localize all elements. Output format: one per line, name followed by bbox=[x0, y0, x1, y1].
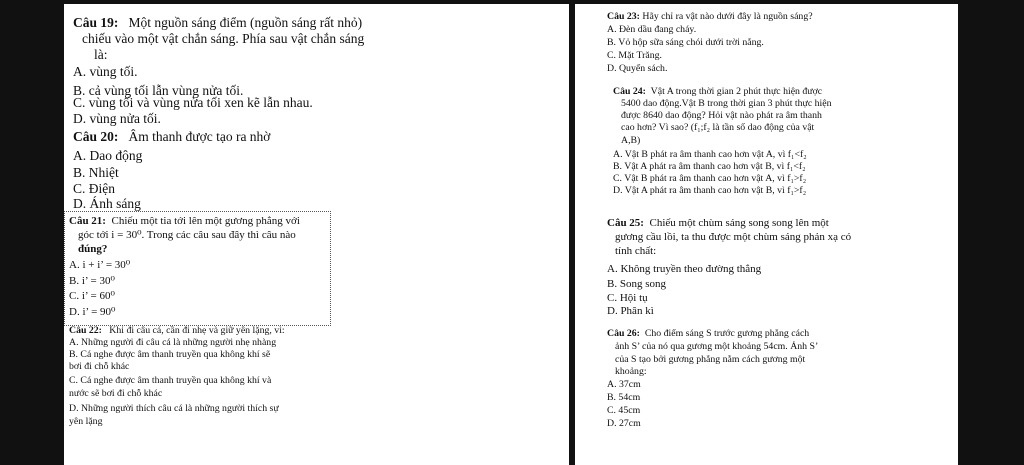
q22-stem: Câu 22: Khi đi câu cá, cần đi nhẹ và giữ yên lặng, vì: bbox=[69, 325, 285, 336]
q22-line-3: bơi đi chỗ khác bbox=[69, 361, 130, 372]
q26-option-d: D. 27cm bbox=[607, 418, 641, 429]
q22-line-5: nước sẽ bơi đi chỗ khác bbox=[69, 388, 163, 399]
q19-option-c: C. vùng tối và vùng nửa tối xen kẽ lẫn nhau. bbox=[73, 95, 313, 110]
q22-line-7: yên lặng bbox=[69, 416, 103, 427]
q26-stem-line-2: ảnh S’ của nó qua gương một khoảng 54cm. Ảnh S’ bbox=[615, 341, 819, 352]
q22-line-2: B. Cá nghe được âm thanh truyền qua không khí sẽ bbox=[69, 349, 271, 360]
q21-stem-line-3: đúng? bbox=[78, 243, 108, 255]
q22-line-4: C. Cá nghe được âm thanh truyền qua không khí và bbox=[69, 375, 272, 386]
q21-option-c: C. i’ = 60⁰ bbox=[69, 290, 115, 302]
q21-stem-line-1: Câu 21: Chiếu một tia tới lên một gương phẳng với bbox=[69, 215, 300, 227]
q26-stem-line-4: khoảng: bbox=[615, 366, 647, 377]
q21-option-d: D. i’ = 90⁰ bbox=[69, 306, 116, 318]
q19-stem-line-1: Câu 19: Một nguồn sáng điểm (nguồn sáng rất nhỏ) bbox=[73, 15, 363, 30]
q20-option-b: B. Nhiệt bbox=[73, 165, 119, 180]
q24-stem-line-2: 5400 dao động.Vật B trong thời gian 3 phút thực hiện bbox=[621, 98, 832, 109]
q24-option-d: D. Vật A phát ra âm thanh cao hơn vật B, vì f₁>f₂ bbox=[613, 185, 807, 196]
q24-stem-line-3: được 8640 dao động? Hỏi vật nào phát ra âm thanh bbox=[621, 110, 822, 121]
q23-stem: Câu 23: Hãy chỉ ra vật nào dưới đây là nguồn sáng? bbox=[607, 11, 813, 22]
q20-option-c: C. Điện bbox=[73, 181, 115, 196]
q24-stem-line-5: A,B) bbox=[621, 135, 641, 146]
q23-option-a: A. Đèn dầu đang cháy. bbox=[607, 24, 697, 35]
q23-option-d: D. Quyển sách. bbox=[607, 63, 668, 74]
q24-stem-line-4: cao hơn? Vì sao? (f₁;f₂ là tần số dao động của vật bbox=[621, 122, 815, 133]
q19-option-d: D. vùng nửa tối. bbox=[73, 111, 161, 126]
q20-option-d: D. Ánh sáng bbox=[73, 196, 141, 211]
q22-line-1: A. Những người đi câu cá là những người nhẹ nhàng bbox=[69, 337, 277, 348]
q22-line-6: D. Những người thích câu cá là những người thích sự bbox=[69, 403, 279, 414]
left-page bbox=[64, 4, 569, 465]
q26-option-c: C. 45cm bbox=[607, 405, 641, 416]
q25-option-a: A. Không truyền theo đường thẳng bbox=[607, 263, 762, 275]
q19-option-b: B. cả vùng tối lẫn vùng nửa tối. bbox=[73, 83, 244, 98]
q23-option-b: B. Vỏ hộp sữa sáng chói dưới trời nắng. bbox=[607, 37, 764, 48]
right-page bbox=[575, 4, 958, 465]
q26-stem-line-1: Câu 26: Cho điểm sáng S trước gương phẳng cách bbox=[607, 328, 810, 339]
q26-stem-line-3: của S tạo bởi gương phẳng nằm cách gương một bbox=[615, 354, 806, 365]
q25-stem-line-1: Câu 25: Chiếu một chùm sáng song song lên một bbox=[607, 217, 829, 229]
q24-option-a: A. Vật B phát ra âm thanh cao hơn vật A, vì f₁<f₂ bbox=[613, 149, 807, 160]
q20-stem: Câu 20: Âm thanh được tạo ra nhờ bbox=[73, 129, 271, 144]
q24-stem-line-1: Câu 24: Vật A trong thời gian 2 phút thực hiện được bbox=[613, 86, 823, 97]
q26-option-b: B. 54cm bbox=[607, 392, 641, 403]
q25-option-d: D. Phân kì bbox=[607, 305, 654, 317]
q19-option-a: A. vùng tối. bbox=[73, 64, 138, 79]
q25-stem-line-3: tính chất: bbox=[615, 245, 657, 257]
q19-stem-line-2: chiếu vào một vật chắn sáng. Phía sau vật chắn sáng bbox=[82, 31, 365, 46]
q26-option-a: A. 37cm bbox=[607, 379, 641, 390]
q23-option-c: C. Mặt Trăng. bbox=[607, 50, 662, 61]
q21-option-b: B. i’ = 30⁰ bbox=[69, 275, 115, 287]
q25-stem-line-2: gương cầu lồi, ta thu được một chùm sáng phản xạ có bbox=[615, 231, 852, 243]
q25-option-b: B. Song song bbox=[607, 278, 666, 290]
q21-stem-line-2: góc tới i = 30⁰. Trong các câu sau đây thì câu nào bbox=[78, 229, 296, 241]
q24-option-b: B. Vật A phát ra âm thanh cao hơn vật B, vì f₁<f₂ bbox=[613, 161, 806, 172]
q20-option-a: A. Dao động bbox=[73, 148, 143, 163]
q21-option-a: A. i + i’ = 30⁰ bbox=[69, 259, 131, 271]
q24-option-c: C. Vật B phát ra âm thanh cao hơn vật A, vì f₁>f₂ bbox=[613, 173, 807, 184]
q25-option-c: C. Hội tụ bbox=[607, 292, 648, 304]
q19-stem-line-3: là: bbox=[94, 47, 108, 62]
